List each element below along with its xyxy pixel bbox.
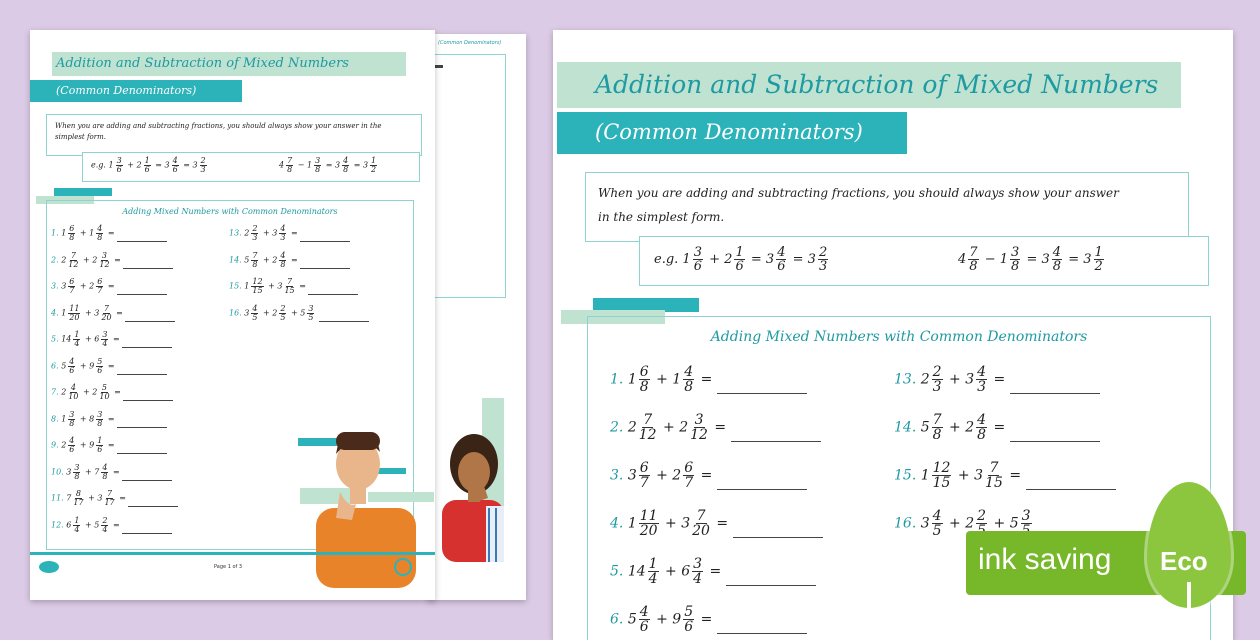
small-footer-line: [30, 552, 435, 555]
back-page: [428, 34, 526, 600]
ink-saving-label: ink saving: [978, 543, 1112, 576]
question-1: 1. 1 $\frac{6}{8}$ + 1 $\frac{4}{8}$ =: [51, 225, 167, 242]
question-13: 13. 2 $\frac{2}{3}$ + 3 $\frac{4}{3}$ =: [894, 365, 1100, 394]
back-box: [432, 54, 506, 298]
logo-icon: [38, 560, 60, 574]
page-subtitle: (Common Denominators): [557, 112, 907, 154]
question-14: 14. 5 $\frac{7}{8}$ + 2 $\frac{4}{8}$ =: [894, 413, 1100, 442]
intro-box: [585, 172, 1189, 242]
small-subtitle: (Common Denominators): [30, 80, 242, 102]
answer-line[interactable]: [125, 321, 175, 322]
answer-line[interactable]: [122, 533, 172, 534]
small-section-title: Adding Mixed Numbers with Common Denominators: [122, 207, 338, 216]
question-15: 15. 1 $\frac{12}{15}$ + 3 $\frac{7}{15}$ =: [894, 461, 1116, 490]
question-13: 13. 2 $\frac{2}{3}$ + 3 $\frac{4}{3}$ =: [229, 225, 350, 242]
question-8: 8. 1 $\frac{3}{8}$ + 8 $\frac{3}{8}$ =: [51, 411, 167, 428]
question-10: 10. 3 $\frac{3}{8}$ + 7 $\frac{4}{8}$ =: [51, 464, 172, 481]
answer-line[interactable]: [123, 400, 173, 401]
answer-line[interactable]: [122, 347, 172, 348]
small-title: Addition and Subtraction of Mixed Numbers: [52, 52, 406, 76]
question-2: 2. 2 $\frac{7}{12}$ + 2 $\frac{3}{12}$ =: [51, 252, 173, 269]
small-intro-box: [46, 114, 422, 156]
question-5: 5. 14 $\frac{1}{4}$ + 6 $\frac{3}{4}$ =: [610, 557, 816, 586]
page-number: Page 1 of 3: [214, 564, 243, 570]
answer-line[interactable]: [123, 268, 173, 269]
small-example-2: 4 $\frac{7}{8}$ − 1 $\frac{3}{8}$ = 3 $\frac{4}{8}$ = 3 $\frac{1}{2}$: [279, 156, 377, 174]
intro-line-2: in the simplest form.: [598, 210, 725, 224]
answer-line[interactable]: [300, 241, 350, 242]
question-4: 4. 1 $\frac{11}{20}$ + 3 $\frac{7}{20}$ =: [51, 305, 175, 322]
question-16: 16. 3 $\frac{4}{5}$ + 2 $\frac{2}{5}$ + 5 $\frac{3}{5}$: [229, 305, 369, 322]
answer-line[interactable]: [122, 480, 172, 481]
answer-line[interactable]: [717, 489, 807, 490]
question-15: 15. 1 $\frac{12}{15}$ + 3 $\frac{7}{15}$ =: [229, 278, 358, 295]
girl-illustration: [434, 432, 512, 562]
question-4: 4. 1 $\frac{11}{20}$ + 3 $\frac{7}{20}$ =: [610, 509, 823, 538]
eco-label: Eco: [1160, 546, 1208, 576]
answer-line[interactable]: [731, 441, 821, 442]
answer-line[interactable]: [117, 453, 167, 454]
answer-line[interactable]: [1010, 393, 1100, 394]
question-1: 1. 1 $\frac{6}{8}$ + 1 $\frac{4}{8}$ =: [610, 365, 807, 394]
question-14: 14. 5 $\frac{7}{8}$ + 2 $\frac{4}{8}$ =: [229, 252, 350, 269]
answer-line[interactable]: [128, 506, 178, 507]
question-16: 16. 3 $\frac{4}{5}$ + 2 2 + 5 3: [894, 509, 1128, 538]
question-11: 11. 7 $\frac{8}{17}$ + 3 $\frac{7}{17}$ =: [51, 490, 178, 507]
intro-line-1: When you are adding and subtracting fractions, you should always show your answer: [598, 186, 1119, 200]
answer-line[interactable]: [319, 321, 369, 322]
answer-line[interactable]: [117, 294, 167, 295]
example-1: e.g. 1 $\frac{3}{6}$ + 2 $\frac{1}{6}$ = 3 $\frac{4}{6}$ = 3 $\frac{2}{3}$: [654, 245, 828, 274]
page-title: Addition and Subtraction of Mixed Numbers: [557, 62, 1181, 108]
small-example-1: e.g. 1 $\frac{3}{6}$ + 2 $\frac{1}{6}$ = 3 $\frac{4}{6}$ = 3 $\frac{2}{3}$: [91, 156, 206, 174]
answer-line[interactable]: [117, 374, 167, 375]
question-2: 2. 2 $\frac{7}{12}$ + 2 $\frac{3}{12}$ =: [610, 413, 821, 442]
question-9: 9. 2 $\frac{4}{6}$ + 9 $\frac{1}{6}$ =: [51, 437, 167, 454]
answer-line[interactable]: [300, 268, 350, 269]
front-page: [30, 30, 435, 600]
question-3: 3. 3 $\frac{6}{7}$ + 2 $\frac{6}{7}$ =: [51, 278, 167, 295]
answer-line[interactable]: [717, 393, 807, 394]
leaf-stem-icon: [1187, 582, 1191, 616]
section-title: Adding Mixed Numbers with Common Denominators: [710, 329, 1088, 345]
example-box: [639, 236, 1209, 286]
answer-line[interactable]: [117, 427, 167, 428]
question-6: 6. 5 $\frac{4}{6}$ + 9 $\frac{5}{6}$ =: [610, 605, 807, 634]
question-12: 12. 6 $\frac{1}{4}$ + 5 $\frac{2}{4}$ =: [51, 517, 172, 534]
boy-illustration: [296, 428, 435, 588]
answer-line[interactable]: [733, 537, 823, 538]
seal-icon: [392, 558, 414, 576]
answer-line[interactable]: [308, 294, 358, 295]
answer-line[interactable]: [726, 585, 816, 586]
question-3: 3. 3 $\frac{6}{7}$ + 2 $\frac{6}{7}$ =: [610, 461, 807, 490]
small-example-box: [82, 152, 420, 182]
back-header: (Common Denominators): [438, 40, 502, 46]
intro-text: [598, 181, 1119, 229]
question-6: 6. 5 $\frac{4}{6}$ + 9 $\frac{5}{6}$ =: [51, 358, 167, 375]
answer-line[interactable]: [717, 633, 807, 634]
answer-line[interactable]: [117, 241, 167, 242]
question-7: 7. 2 $\frac{4}{10}$ + 2 $\frac{5}{10}$ =: [51, 384, 173, 401]
question-5: 5. 14 $\frac{1}{4}$ + 6 $\frac{3}{4}$ =: [51, 331, 172, 348]
small-deco-teal: [54, 188, 112, 196]
example-2: 4 $\frac{7}{8}$ − 1 $\frac{3}{8}$ = 3 $\frac{4}{8}$ = 3 $\frac{1}{2}$: [958, 245, 1103, 274]
small-intro: When you are adding and subtracting fractions, you should always show your answer in the simplest form.: [55, 122, 382, 141]
answer-line[interactable]: [1010, 441, 1100, 442]
answer-line[interactable]: [1026, 489, 1116, 490]
